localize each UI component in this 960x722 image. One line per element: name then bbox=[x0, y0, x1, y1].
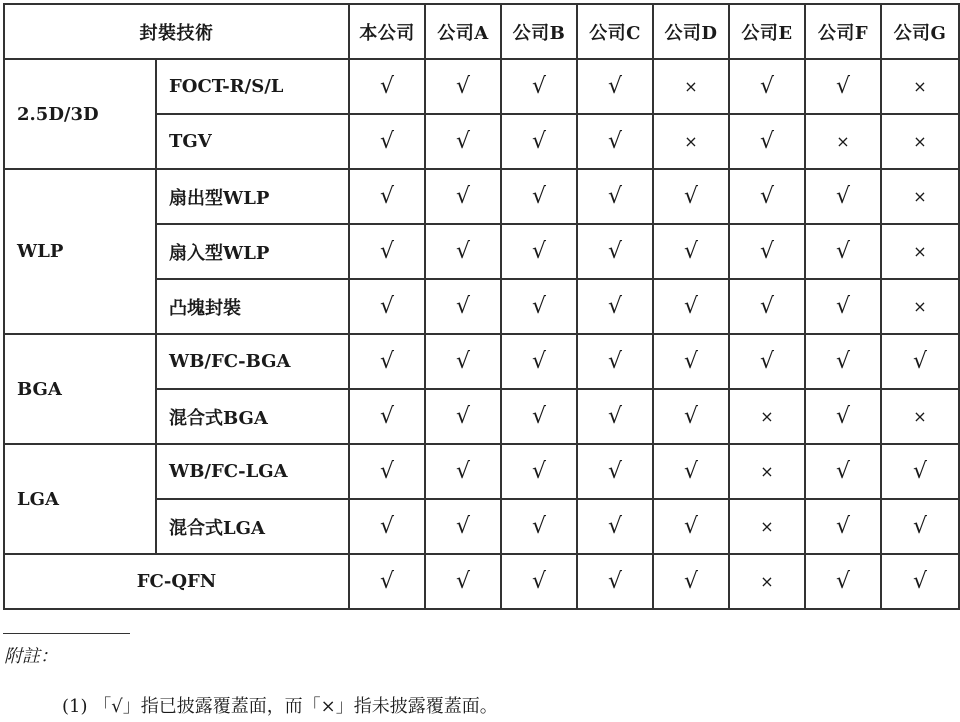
cross-mark: × bbox=[881, 59, 959, 114]
check-mark: √ bbox=[577, 554, 653, 609]
check-mark: √ bbox=[653, 169, 729, 224]
check-mark: √ bbox=[425, 334, 501, 389]
cross-mark: × bbox=[653, 59, 729, 114]
table-body bbox=[4, 59, 959, 609]
check-mark: √ bbox=[501, 334, 577, 389]
technology-cell: 扇入型WLP bbox=[156, 224, 349, 279]
check-mark: √ bbox=[881, 334, 959, 389]
header-company: 公司C bbox=[577, 4, 653, 59]
check-mark: √ bbox=[805, 59, 881, 114]
header-company: 公司D bbox=[653, 4, 729, 59]
cross-mark: × bbox=[881, 169, 959, 224]
check-mark: √ bbox=[577, 59, 653, 114]
category-cell: BGA bbox=[4, 334, 156, 444]
check-mark: √ bbox=[881, 499, 959, 554]
check-mark: √ bbox=[349, 224, 425, 279]
table-row bbox=[4, 59, 959, 114]
table-row bbox=[4, 444, 959, 499]
check-mark: √ bbox=[349, 554, 425, 609]
check-mark: √ bbox=[425, 224, 501, 279]
check-mark: √ bbox=[577, 114, 653, 169]
check-mark: √ bbox=[805, 224, 881, 279]
check-mark: √ bbox=[653, 279, 729, 334]
check-mark: √ bbox=[653, 224, 729, 279]
header-company: 公司G bbox=[881, 4, 959, 59]
cross-mark: × bbox=[729, 499, 805, 554]
check-mark: √ bbox=[349, 114, 425, 169]
cross-mark: × bbox=[729, 444, 805, 499]
check-mark: √ bbox=[349, 279, 425, 334]
header-company: 公司E bbox=[729, 4, 805, 59]
table-row bbox=[4, 554, 959, 609]
check-mark: √ bbox=[425, 59, 501, 114]
header-company: 公司F bbox=[805, 4, 881, 59]
check-mark: √ bbox=[425, 554, 501, 609]
check-mark: √ bbox=[729, 334, 805, 389]
header-company: 公司A bbox=[425, 4, 501, 59]
check-mark: √ bbox=[805, 334, 881, 389]
category-cell: 2.5D/3D bbox=[4, 59, 156, 169]
check-mark: √ bbox=[729, 59, 805, 114]
notes-title: 附註： bbox=[4, 646, 58, 667]
technology-cell: FOCT-R/S/L bbox=[156, 59, 349, 114]
check-mark: √ bbox=[577, 279, 653, 334]
cross-mark: × bbox=[729, 389, 805, 444]
cross-mark: × bbox=[881, 279, 959, 334]
check-mark: √ bbox=[729, 169, 805, 224]
check-mark: √ bbox=[577, 334, 653, 389]
check-mark: √ bbox=[501, 499, 577, 554]
cross-mark: × bbox=[653, 114, 729, 169]
check-mark: √ bbox=[501, 444, 577, 499]
check-mark: √ bbox=[501, 169, 577, 224]
check-mark: √ bbox=[501, 224, 577, 279]
check-mark: √ bbox=[805, 389, 881, 444]
check-mark: √ bbox=[729, 279, 805, 334]
check-mark: √ bbox=[501, 114, 577, 169]
check-mark: √ bbox=[349, 389, 425, 444]
check-mark: √ bbox=[805, 444, 881, 499]
header-tech: 封裝技術 bbox=[4, 4, 349, 59]
cross-mark: × bbox=[881, 224, 959, 279]
check-mark: √ bbox=[653, 334, 729, 389]
check-mark: √ bbox=[425, 389, 501, 444]
check-mark: √ bbox=[577, 499, 653, 554]
check-mark: √ bbox=[653, 389, 729, 444]
packaging-comparison-table bbox=[3, 3, 960, 610]
header-company: 本公司 bbox=[349, 4, 425, 59]
technology-cell: 凸塊封裝 bbox=[156, 279, 349, 334]
check-mark: √ bbox=[805, 554, 881, 609]
check-mark: √ bbox=[349, 59, 425, 114]
table-row bbox=[4, 334, 959, 389]
table-row bbox=[4, 169, 959, 224]
check-mark: √ bbox=[805, 169, 881, 224]
check-mark: √ bbox=[425, 444, 501, 499]
note-line: (1) 「√」指已披露覆蓋面，而「×」指未披露覆蓋面。 bbox=[62, 696, 498, 717]
check-mark: √ bbox=[349, 334, 425, 389]
check-mark: √ bbox=[501, 279, 577, 334]
technology-cell: 扇出型WLP bbox=[156, 169, 349, 224]
check-mark: √ bbox=[881, 444, 959, 499]
cross-mark: × bbox=[805, 114, 881, 169]
technology-cell: WB/FC-BGA bbox=[156, 334, 349, 389]
check-mark: √ bbox=[653, 499, 729, 554]
check-mark: √ bbox=[425, 169, 501, 224]
category-cell: WLP bbox=[4, 169, 156, 334]
check-mark: √ bbox=[729, 224, 805, 279]
footnote-rule bbox=[3, 633, 130, 634]
check-mark: √ bbox=[425, 114, 501, 169]
check-mark: √ bbox=[881, 554, 959, 609]
technology-cell: TGV bbox=[156, 114, 349, 169]
technology-cell: FC-QFN bbox=[4, 554, 349, 609]
check-mark: √ bbox=[577, 389, 653, 444]
check-mark: √ bbox=[805, 499, 881, 554]
check-mark: √ bbox=[349, 169, 425, 224]
cross-mark: × bbox=[881, 389, 959, 444]
check-mark: √ bbox=[577, 169, 653, 224]
check-mark: √ bbox=[501, 554, 577, 609]
category-cell: LGA bbox=[4, 444, 156, 554]
check-mark: √ bbox=[653, 554, 729, 609]
header-company: 公司B bbox=[501, 4, 577, 59]
check-mark: √ bbox=[425, 279, 501, 334]
check-mark: √ bbox=[501, 59, 577, 114]
check-mark: √ bbox=[425, 499, 501, 554]
check-mark: √ bbox=[577, 444, 653, 499]
technology-cell: 混合式BGA bbox=[156, 389, 349, 444]
technology-cell: WB/FC-LGA bbox=[156, 444, 349, 499]
check-mark: √ bbox=[805, 279, 881, 334]
check-mark: √ bbox=[729, 114, 805, 169]
check-mark: √ bbox=[349, 499, 425, 554]
check-mark: √ bbox=[653, 444, 729, 499]
check-mark: √ bbox=[349, 444, 425, 499]
header-row bbox=[4, 4, 959, 59]
cross-mark: × bbox=[729, 554, 805, 609]
cross-mark: × bbox=[881, 114, 959, 169]
technology-cell: 混合式LGA bbox=[156, 499, 349, 554]
check-mark: √ bbox=[501, 389, 577, 444]
check-mark: √ bbox=[577, 224, 653, 279]
